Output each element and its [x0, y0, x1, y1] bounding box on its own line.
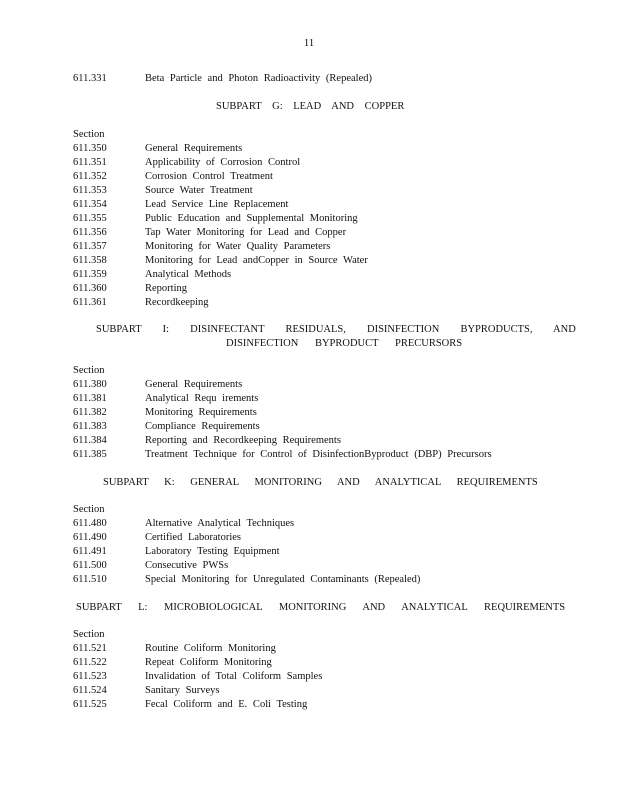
section-number: 611.521 [73, 643, 107, 654]
section-number: 611.384 [73, 435, 107, 446]
section-title: Consecutive PWSs [145, 560, 229, 571]
section-number: 611.490 [73, 532, 107, 543]
section-title: Lead Service Line Replacement [145, 199, 289, 210]
section-number: 611.523 [73, 671, 107, 682]
section-number: 611.524 [73, 685, 107, 696]
list-item [73, 684, 219, 698]
list-item [73, 378, 242, 392]
section-number: 611.353 [73, 185, 107, 196]
list-item [73, 268, 231, 282]
section-number: 611.381 [73, 393, 107, 404]
section-number: 611.352 [73, 171, 107, 182]
section-number: 611.380 [73, 379, 107, 390]
section-number: 611.355 [73, 213, 107, 224]
section-title: Sanitary Surveys [145, 685, 220, 696]
section-title: Repeat Coliform Monitoring [145, 657, 272, 668]
section-title: Tap Water Monitoring for Lead and Copper [145, 227, 347, 238]
section-title: Corrosion Control Treatment [145, 171, 273, 182]
section-title: Analytical Requ irements [145, 393, 259, 404]
section-number: 611.510 [73, 574, 107, 585]
section-title: Routine Coliform Monitoring [145, 643, 276, 654]
section-title: Applicability of Corrosion Control [145, 157, 301, 168]
list-item [73, 212, 358, 226]
section-title: Reporting [145, 283, 187, 294]
section-number: 611.382 [73, 407, 107, 418]
section-number: 611.360 [73, 283, 107, 294]
list-item [73, 448, 492, 462]
list-item [73, 254, 368, 268]
list-item [73, 406, 257, 420]
list-item [73, 531, 241, 545]
list-item [73, 420, 260, 434]
section-number: 611.350 [73, 143, 107, 154]
list-item [73, 392, 258, 406]
section-title: Analytical Methods [145, 269, 232, 280]
section-label: Section [73, 504, 105, 515]
section-title: Beta Particle and Photon Radioactivity (Repealed) [145, 73, 372, 84]
section-number: 611.525 [73, 699, 107, 710]
section-label: Section [73, 129, 105, 140]
section-number: 611.491 [73, 546, 107, 557]
section-title: Reporting and Recordkeeping Requirements [145, 435, 341, 446]
section-title: Certified Laboratories [145, 532, 242, 543]
section-number: 611.480 [73, 518, 107, 529]
list-item [73, 656, 272, 670]
section-title: General Requirements [145, 143, 243, 154]
list-item [73, 573, 420, 587]
section-number: 611.351 [73, 157, 107, 168]
section-number: 611.358 [73, 255, 107, 266]
section-title: Invalidation of Total Coliform Samples [145, 671, 323, 682]
subpart-i-heading-line1: SUBPART I: DISINFECTANT RESIDUALS, DISINFECTION BYPRODUCTS, AND [96, 324, 576, 335]
list-item [73, 156, 300, 170]
subpart-g-heading: SUBPART G: LEAD AND COPPER [216, 101, 405, 112]
list-item [73, 698, 307, 712]
list-item [73, 296, 209, 310]
section-title: Recordkeeping [145, 297, 209, 308]
subpart-i-heading-line2: DISINFECTION BYPRODUCT PRECURSORS [226, 338, 463, 349]
section-title: Public Education and Supplemental Monitoring [145, 213, 358, 224]
list-item [73, 240, 330, 254]
section-title: Source Water Treatment [145, 185, 253, 196]
list-item [73, 559, 228, 573]
list-item [73, 72, 372, 86]
section-number: 611.359 [73, 269, 107, 280]
section-title: General Requirements [145, 379, 243, 390]
section-label: Section [73, 365, 105, 376]
section-title: Compliance Requirements [145, 421, 260, 432]
section-number: 611.354 [73, 199, 107, 210]
section-title: Laboratory Testing Equipment [145, 546, 280, 557]
section-title: Special Monitoring for Unregulated Contaminants (Repealed) [145, 574, 421, 585]
page-number: 11 [303, 37, 315, 49]
section-title: Fecal Coliform and E. Coli Testing [145, 699, 308, 710]
section-title: Alternative Analytical Techniques [145, 518, 295, 529]
section-title: Monitoring for Lead andCopper in Source Water [145, 255, 368, 266]
section-number: 611.500 [73, 560, 107, 571]
list-item [73, 226, 346, 240]
section-title: Treatment Technique for Control of DisinfectionByproduct (DBP) Precursors [145, 449, 492, 460]
section-number: 611.383 [73, 421, 107, 432]
section-number: 611.385 [73, 449, 107, 460]
list-item [73, 545, 280, 559]
section-label: Section [73, 629, 105, 640]
section-number: 611.522 [73, 657, 107, 668]
section-title: Monitoring for Water Quality Parameters [145, 241, 331, 252]
section-number: 611.331 [73, 73, 107, 84]
subpart-k-heading: SUBPART K: GENERAL MONITORING AND ANALYTICAL REQUIREMENTS [103, 477, 538, 488]
section-number: 611.356 [73, 227, 107, 238]
section-number: 611.361 [73, 297, 107, 308]
list-item [73, 170, 273, 184]
list-item [73, 517, 294, 531]
subpart-l-heading: SUBPART L: MICROBIOLOGICAL MONITORING AND ANALYTICAL REQUIREMENTS [76, 602, 566, 613]
section-number: 611.357 [73, 241, 107, 252]
list-item [73, 282, 187, 296]
list-item [73, 184, 253, 198]
list-item [73, 142, 242, 156]
list-item [73, 434, 341, 448]
list-item [73, 670, 322, 684]
list-item [73, 198, 288, 212]
section-title: Monitoring Requirements [145, 407, 257, 418]
list-item [73, 642, 276, 656]
